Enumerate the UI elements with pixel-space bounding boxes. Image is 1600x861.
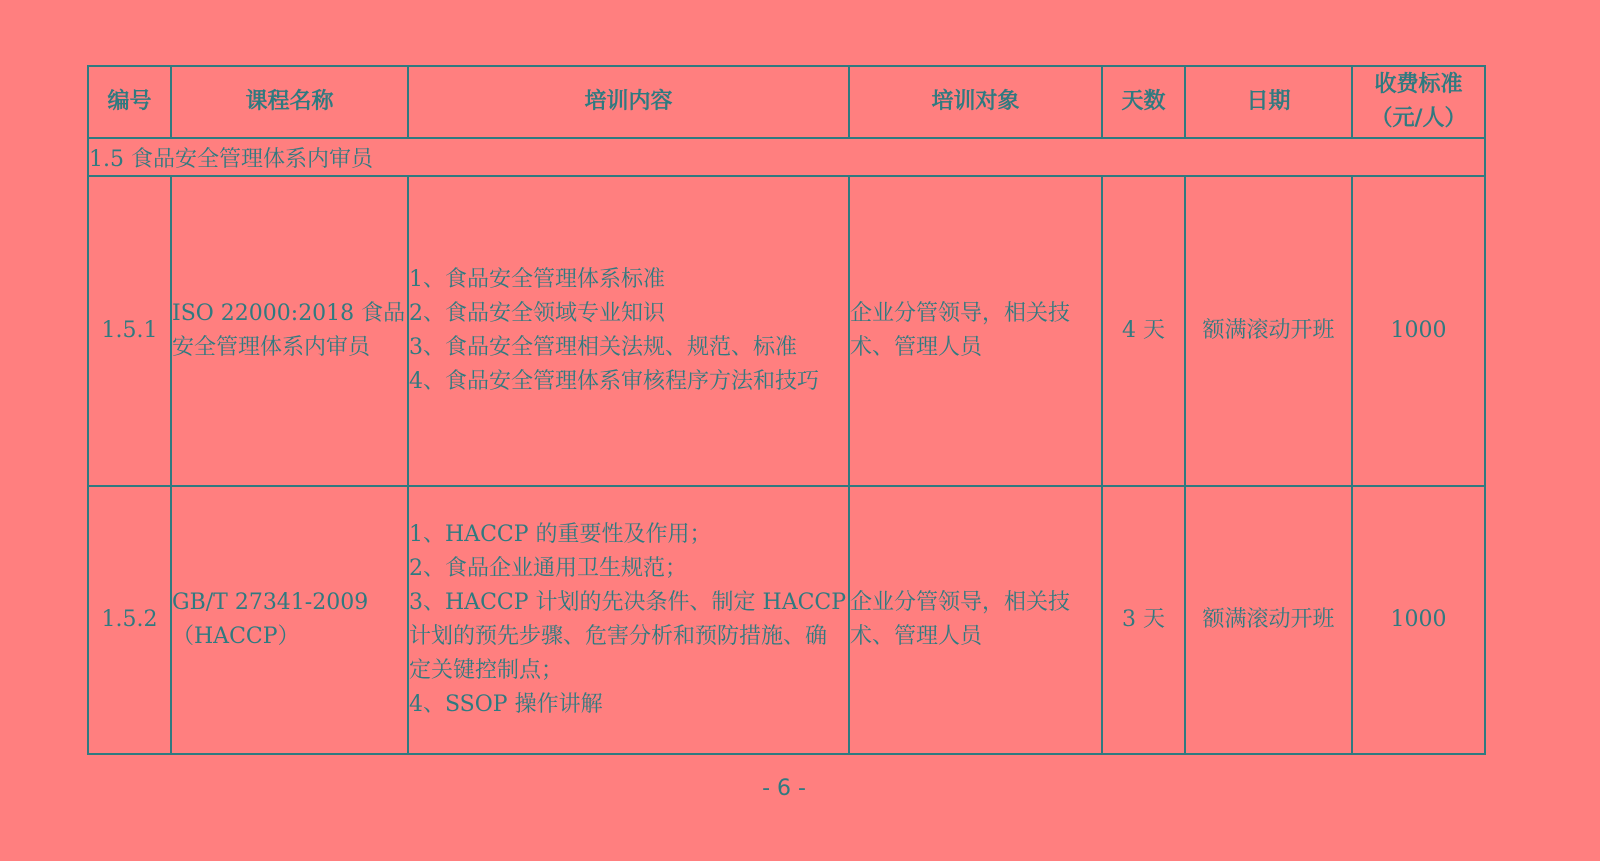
content-line: 1、HACCP 的重要性及作用； xyxy=(409,522,712,547)
table-row xyxy=(88,486,1485,754)
course-table xyxy=(87,65,1486,755)
header-fee-line2: （元/人） xyxy=(1370,106,1467,131)
course-target: 企业分管领导，相关技术、管理人员 xyxy=(849,486,1102,754)
course-days: 4 天 xyxy=(1102,176,1185,486)
course-content xyxy=(408,176,849,486)
course-date: 额满滚动开班 xyxy=(1185,486,1352,754)
content-line: 4、SSOP 操作讲解 xyxy=(409,692,603,717)
header-date: 日期 xyxy=(1185,66,1352,138)
content-line: 1、食品安全管理体系标准 xyxy=(409,267,665,292)
content-line: 2、食品安全领域专业知识 xyxy=(409,301,665,326)
course-date: 额满滚动开班 xyxy=(1185,176,1352,486)
content-line: 3、食品安全管理相关法规、规范、标准 xyxy=(409,335,797,360)
content-line: 2、食品企业通用卫生规范； xyxy=(409,556,687,581)
page-number: - 6 - xyxy=(762,776,806,801)
course-target: 企业分管领导，相关技术、管理人员 xyxy=(849,176,1102,486)
course-name: ISO 22000:2018 食品安全管理体系内审员 xyxy=(171,176,408,486)
section-title: 1.5 食品安全管理体系内审员 xyxy=(88,138,1485,176)
header-target: 培训对象 xyxy=(849,66,1102,138)
course-fee: 1000 xyxy=(1352,176,1485,486)
header-fee xyxy=(1352,66,1485,138)
header-course-name: 课程名称 xyxy=(171,66,408,138)
header-number: 编号 xyxy=(88,66,171,138)
course-content xyxy=(408,486,849,754)
header-fee-line1: 收费标准 xyxy=(1374,72,1463,97)
section-row xyxy=(88,138,1485,176)
course-number: 1.5.1 xyxy=(88,176,171,486)
content-line: 3、HACCP 计划的先决条件、制定 HACCP 计划的预先步骤、危害分析和预防措施、确定关键控制点； xyxy=(409,590,847,683)
course-days: 3 天 xyxy=(1102,486,1185,754)
course-number: 1.5.2 xyxy=(88,486,171,754)
course-name: GB/T 27341-2009（HACCP） xyxy=(171,486,408,754)
header-days: 天数 xyxy=(1102,66,1185,138)
table-row xyxy=(88,176,1485,486)
content-line: 4、食品安全管理体系审核程序方法和技巧 xyxy=(409,369,819,394)
header-content: 培训内容 xyxy=(408,66,849,138)
header-row xyxy=(88,66,1485,138)
course-fee: 1000 xyxy=(1352,486,1485,754)
